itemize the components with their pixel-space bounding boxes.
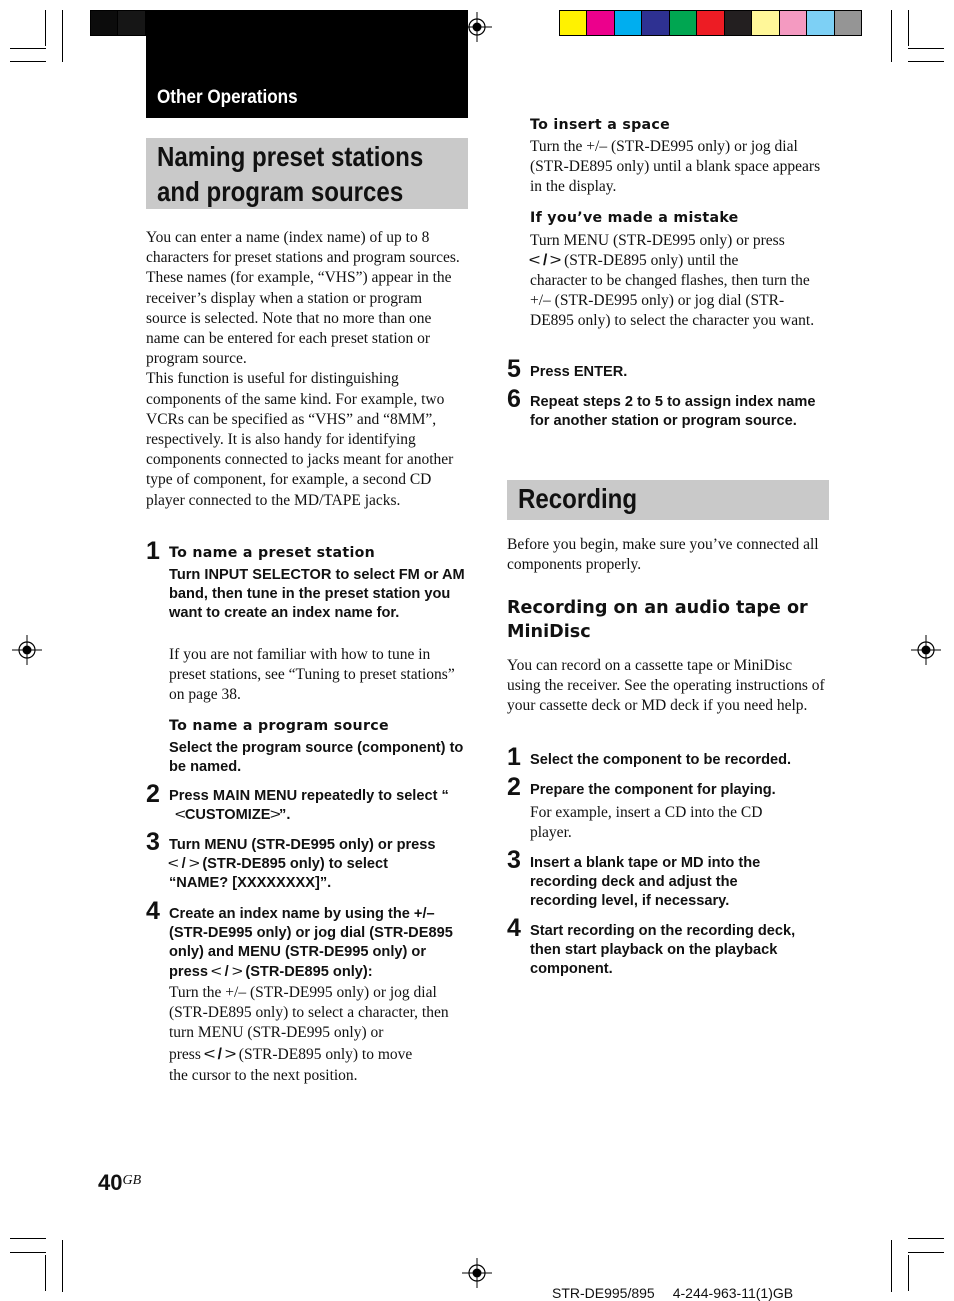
step-text: press [169,1046,201,1063]
color-swatch [725,11,752,35]
step-instruction-line: “NAME? [XXXXXXXX]”. [169,875,332,891]
left-chevron-icon: < [210,963,222,980]
crop-mark [62,1240,63,1292]
step-number: 6 [507,385,521,413]
step-instruction: Repeat steps 2 to 5 to assign index name for another station or program source. [530,394,816,430]
left-chevron-icon: < [175,807,187,823]
left-chevron-icon: < [167,856,179,872]
crop-mark [62,10,63,62]
right-chevron-icon: > [224,1046,237,1063]
body-text: Turn the +/– (STR-DE995 only) or jog dial (STR-DE895 only) until a blank space appears in the display. [530,138,821,196]
intro-paragraph: This function is useful for distinguishing components of the same kind. For example, two VCRs can be specified as “VHS” and “8MM”, respectively. It is also handy for identifying components connected to jacks meant for another type of component, for example, a second CD player connected to the MD/TAPE jacks. [146,370,454,509]
step-body: If you are not familiar with how to tune in preset stations, see “Tuning to preset stations” on page 38. [169,646,455,704]
body-text: Before you begin, make sure you’ve connected all components properly. [507,536,819,574]
step-number: 2 [507,773,521,801]
step-text: (STR-DE895 only) to select [202,856,389,872]
crop-mark [45,1255,46,1291]
step-instruction-line [169,806,290,825]
subsection-heading: Recording on an audio tape or MiniDisc [507,598,808,642]
step-text: (STR-DE895 only) to move [238,1046,413,1063]
body-text: character to be changed flashes, then turn the +/– (STR-DE995 only) or jog dial (STR-DE895 only) to select the character you want. [530,272,815,330]
step-instruction-line [169,855,388,874]
crop-mark [10,1252,46,1253]
registration-mark-icon [462,1258,492,1288]
crop-mark [908,10,909,46]
step-text: CUSTOMIZE [184,807,271,823]
registration-mark-icon [911,635,941,665]
step-number: 5 [507,355,521,383]
left-chevron-icon: < [528,252,541,269]
page-title-line1: Naming preset stations [157,141,424,172]
slash-text: / [224,963,229,980]
step-instruction: Select the program source (component) to be named. [169,740,464,776]
crop-mark [908,1238,944,1239]
step-instruction: Select the component to be recorded. [530,752,792,768]
color-swatch [697,11,724,35]
page-title-line2: and program sources [157,176,404,207]
right-chevron-icon: > [231,963,243,980]
crop-mark [45,10,46,46]
color-swatch [807,11,834,35]
crop-mark [10,1238,46,1239]
document-code: 4-244-963-11(1)GB [672,1285,794,1301]
step-number: 1 [507,743,521,771]
step-number: 1 [146,537,160,565]
step-number: 4 [507,914,521,942]
crop-mark [908,61,944,62]
section-label: Other Operations [157,87,298,108]
subheading: To name a program source [169,718,389,734]
gray-swatch [91,11,118,35]
slash-text: / [181,856,186,872]
right-chevron-icon: > [549,252,562,269]
crop-mark [908,1255,909,1291]
step-number: 2 [146,780,160,808]
crop-mark [10,61,46,62]
intro-paragraph: You can enter a name (index name) of up to 8 characters for preset stations and program sources. These names (for example, “VHS”) appear in the receiver’s display when a station or program source is selected. Note that no more than one name can be entered for each preset station or program source. [146,229,460,368]
step-text: ”. [279,807,291,823]
color-swatch [670,11,697,35]
slash-text: / [542,252,548,269]
step-text: (STR-DE895 only): [245,963,373,980]
subheading: If you’ve made a mistake [530,210,739,226]
section-title: Recording [518,483,638,514]
subheading: To name a preset station [169,545,376,561]
color-swatch [560,11,587,35]
step-number: 3 [146,828,160,856]
page-number-value: 40 [98,1170,123,1195]
step-text: Press MAIN MENU repeatedly to select “ [169,788,449,804]
gray-swatch [118,11,145,35]
page-number-suffix: GB [122,1173,142,1188]
step-instruction-line: Turn MENU (STR-DE995 only) or press [169,837,436,853]
right-chevron-icon: > [269,807,281,823]
page-number [98,1170,141,1196]
step-instruction: Prepare the component for playing. [530,782,776,798]
crop-mark [891,1240,892,1292]
registration-mark-icon [12,635,42,665]
step-number: 4 [146,897,160,925]
body-text-line: Turn MENU (STR-DE995 only) or press [530,232,785,249]
step-number: 3 [507,846,521,874]
step-body: Turn the +/– (STR-DE995 only) or jog dial (STR-DE895 only) to select a character, then turn MENU (STR-DE995 only) or [169,984,449,1042]
color-swatch [587,11,614,35]
color-swatch [752,11,779,35]
step-body: For example, insert a CD into the CD player. [530,804,763,842]
footer-model-code [552,1285,793,1301]
body-text-line [530,251,738,271]
color-swatch [615,11,642,35]
step-instruction: Press ENTER. [530,364,628,380]
crop-mark [10,48,46,49]
step-body-line: the cursor to the next position. [169,1067,358,1084]
step-text: Create an index name by using the +/– (STR-DE995 only) or jog dial (STR-DE895 only) and MENU (STR-DE995 only) or press [169,906,453,980]
process-color-bar [559,10,862,36]
model-number: STR-DE995/895 [552,1285,655,1301]
color-swatch [835,11,861,35]
color-swatch [642,11,669,35]
body-text: You can record on a cassette tape or MiniDisc using the receiver. See the operating instructions of your cassette deck or MD deck if you need help. [507,657,825,715]
step-instruction: Start recording on the recording deck, then start playback on the playback component. [530,923,796,978]
crop-mark [908,48,944,49]
step-body-line [169,1045,412,1065]
left-chevron-icon: < [203,1046,216,1063]
slash-text: / [217,1046,222,1063]
color-swatch [780,11,807,35]
body-text: (STR-DE895 only) until the [564,252,739,269]
step-instruction: Turn INPUT SELECTOR to select FM or AM band, then tune in the preset station you want to create an index name for. [169,567,465,622]
intro-text [146,228,464,511]
right-chevron-icon: > [188,856,200,872]
step-instruction [169,905,467,982]
step-instruction: Insert a blank tape or MD into the recording deck and adjust the recording level, if necessary. [530,855,761,910]
crop-mark [891,10,892,62]
crop-mark [908,1252,944,1253]
subheading: To insert a space [530,117,671,133]
